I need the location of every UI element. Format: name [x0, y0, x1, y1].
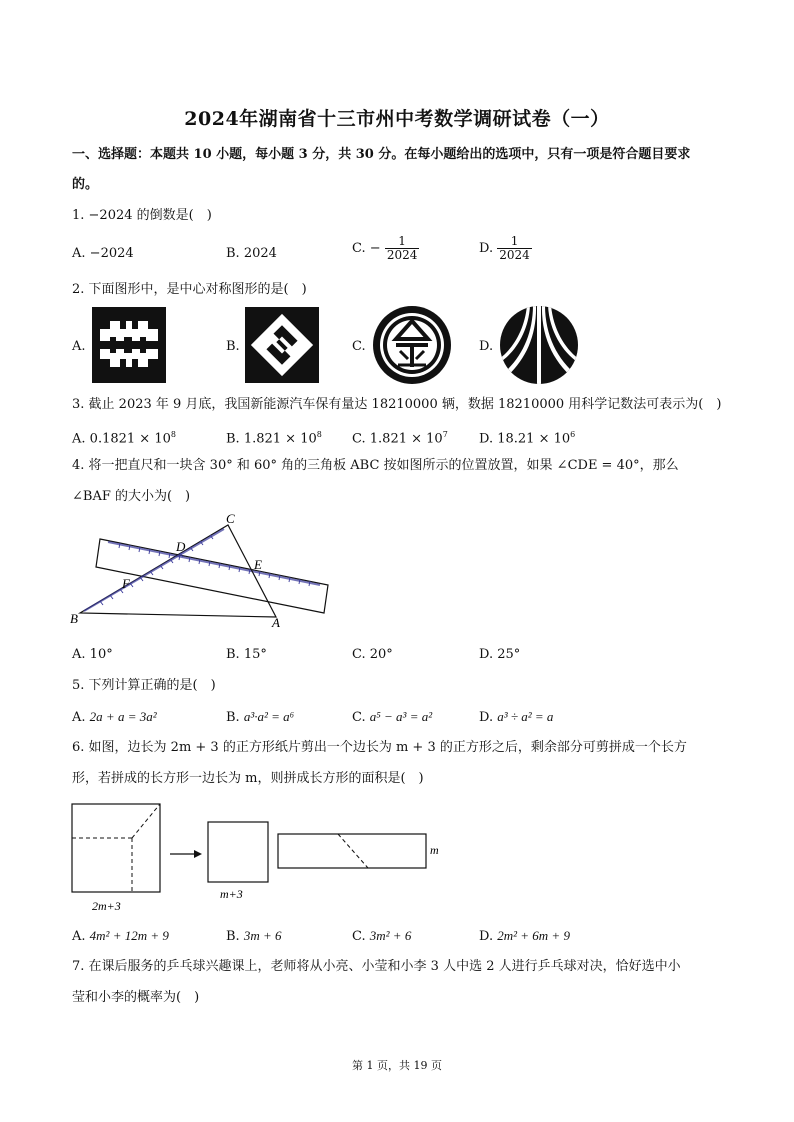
- option-label: A.: [72, 647, 86, 662]
- option-label: A.: [72, 246, 86, 261]
- figure-c-icon: [372, 305, 452, 385]
- q7-stem-line2: 莹和小李的概率为( ): [72, 990, 200, 1005]
- section-header-line1: 一、选择题：本题共 10 小题，每小题 3 分，共 30 分。在每小题给出的选项中，只有一项是符合题目要求: [72, 147, 691, 162]
- q4-option-a: [72, 646, 113, 664]
- label-big-side: 2m+3: [92, 899, 121, 913]
- option-label: B.: [226, 431, 240, 447]
- option-text: 2m² + 6m + 9: [497, 928, 570, 943]
- option-label: D.: [479, 241, 494, 256]
- option-text: −2024: [89, 246, 134, 261]
- label-d: D: [176, 539, 186, 554]
- figure-b-icon: [245, 307, 319, 383]
- option-text: 2a + a = 3a²: [89, 709, 157, 724]
- option-text: 15°: [243, 647, 267, 662]
- option-text: 3m + 6: [243, 928, 282, 943]
- q4-ruler-triangle-figure: [70, 511, 340, 630]
- option-text: a⁵ − a³ = a²: [369, 709, 433, 724]
- q2-option-d-label: D.: [479, 339, 494, 354]
- q5-stem: 5. 下列计算正确的是( ): [72, 678, 216, 693]
- q3-option-d: [479, 426, 575, 448]
- option-text: 2024: [243, 246, 277, 261]
- figure-d-icon: [499, 305, 579, 385]
- q1-option-a: [72, 245, 134, 263]
- label-a: A: [272, 615, 280, 630]
- option-label: D.: [479, 647, 494, 662]
- q6-stem-line2: 形，若拼成的长方形一边长为 m，则拼成长方形的面积是( ): [72, 771, 424, 786]
- option-label: C.: [352, 431, 366, 447]
- option-exponent: 8: [316, 430, 322, 439]
- page-title: 2024年湖南省十三市州中考数学调研试卷（一）: [184, 108, 610, 130]
- option-exponent: 8: [170, 430, 176, 439]
- option-text: 3m² + 6: [369, 928, 412, 943]
- fraction-numerator: 1: [385, 235, 420, 249]
- q6-option-b: [226, 927, 282, 946]
- option-text: a³·a² = a⁶: [243, 709, 295, 724]
- option-exponent: 6: [570, 430, 576, 439]
- q1-stem: 1. −2024 的倒数是( ): [72, 208, 212, 223]
- option-label: B.: [226, 246, 240, 261]
- fraction: [385, 235, 420, 262]
- option-text: a³ ÷ a² = a: [497, 709, 554, 724]
- q2-option-c-label: C.: [352, 339, 366, 354]
- label-c: C: [226, 511, 235, 526]
- q6-option-a: [72, 927, 169, 946]
- q1-option-b: [226, 245, 277, 263]
- option-label: C.: [352, 929, 366, 944]
- fraction-denominator: 2024: [499, 248, 530, 262]
- q1-option-d: [479, 235, 532, 262]
- q6-option-d: [479, 927, 570, 946]
- label-small-side: m+3: [220, 887, 243, 901]
- result-rectangle: [278, 834, 426, 868]
- option-label: B.: [226, 929, 240, 944]
- small-square: [208, 822, 268, 882]
- section-header-line2: 的。: [72, 177, 99, 192]
- option-label: B.: [226, 647, 240, 662]
- label-b: B: [70, 611, 78, 626]
- q5-option-d: [479, 708, 553, 727]
- option-label: C.: [352, 647, 366, 662]
- q4-option-b: [226, 646, 267, 664]
- option-exponent: 7: [442, 430, 448, 439]
- big-square: [72, 804, 160, 892]
- ruler-shape: [96, 539, 328, 613]
- q2-option-b-label: B.: [226, 339, 240, 354]
- option-label: C.: [352, 241, 366, 256]
- q3-stem: 3. 截止 2023 年 9 月底，我国新能源汽车保有量达 18210000 辆，数据 18210000 用科学记数法可表示为( ): [72, 397, 722, 412]
- fraction-numerator: 1: [497, 235, 532, 249]
- option-base: 18.21 × 10: [497, 431, 571, 447]
- q5-option-b: [226, 708, 294, 727]
- q4-stem-line1: 4. 将一把直尺和一块含 30° 和 60° 角的三角板 ABC 按如图所示的位置放置，如果 ∠CDE = 40°，那么: [72, 458, 679, 473]
- option-label: B.: [226, 710, 240, 725]
- q6-squares-figure: [70, 802, 450, 914]
- q7-stem-line1: 7. 在课后服务的乒乓球兴趣课上，老师将从小亮、小莹和小李 3 人中选 2 人进行乒乓球对决，恰好选中小: [72, 959, 681, 974]
- q1-option-c: [352, 235, 419, 262]
- option-text: 25°: [497, 647, 521, 662]
- q4-option-c: [352, 646, 393, 664]
- q4-stem-line2: ∠BAF 的大小为( ): [72, 489, 191, 504]
- option-sign: −: [369, 241, 381, 256]
- label-rect-side: m: [430, 843, 439, 857]
- q5-option-c: [352, 708, 432, 727]
- label-e: E: [254, 557, 262, 572]
- option-label: D.: [479, 431, 494, 447]
- label-f: F: [122, 576, 130, 591]
- q2-stem: 2. 下面图形中，是中心对称图形的是( ): [72, 282, 307, 297]
- q2-option-a-label: A.: [72, 339, 86, 354]
- option-base: 0.1821 × 10: [89, 431, 171, 447]
- q5-option-a: [72, 708, 157, 727]
- option-text: 20°: [369, 647, 393, 662]
- option-text: 4m² + 12m + 9: [89, 928, 169, 943]
- fraction: [497, 235, 532, 262]
- option-text: 10°: [89, 647, 113, 662]
- q6-stem-line1: 6. 如图，边长为 2m + 3 的正方形纸片剪出一个边长为 m + 3 的正方形之后，剩余部分可剪拼成一个长方: [72, 740, 687, 755]
- q3-option-c: [352, 426, 448, 448]
- figure-a-icon: [92, 307, 166, 383]
- option-label: C.: [352, 710, 366, 725]
- option-label: A.: [72, 929, 86, 944]
- q6-option-c: [352, 927, 411, 946]
- option-base: 1.821 × 10: [243, 431, 317, 447]
- option-base: 1.821 × 10: [369, 431, 443, 447]
- q3-option-a: [72, 426, 176, 448]
- page-footer: 第 1 页，共 19 页: [352, 1059, 442, 1072]
- fraction-denominator: 2024: [386, 248, 418, 262]
- arrow-icon: [194, 850, 202, 858]
- q3-option-b: [226, 426, 322, 448]
- option-label: D.: [479, 710, 494, 725]
- option-label: A.: [72, 431, 86, 447]
- q4-option-d: [479, 646, 520, 664]
- option-label: A.: [72, 710, 86, 725]
- option-label: D.: [479, 929, 494, 944]
